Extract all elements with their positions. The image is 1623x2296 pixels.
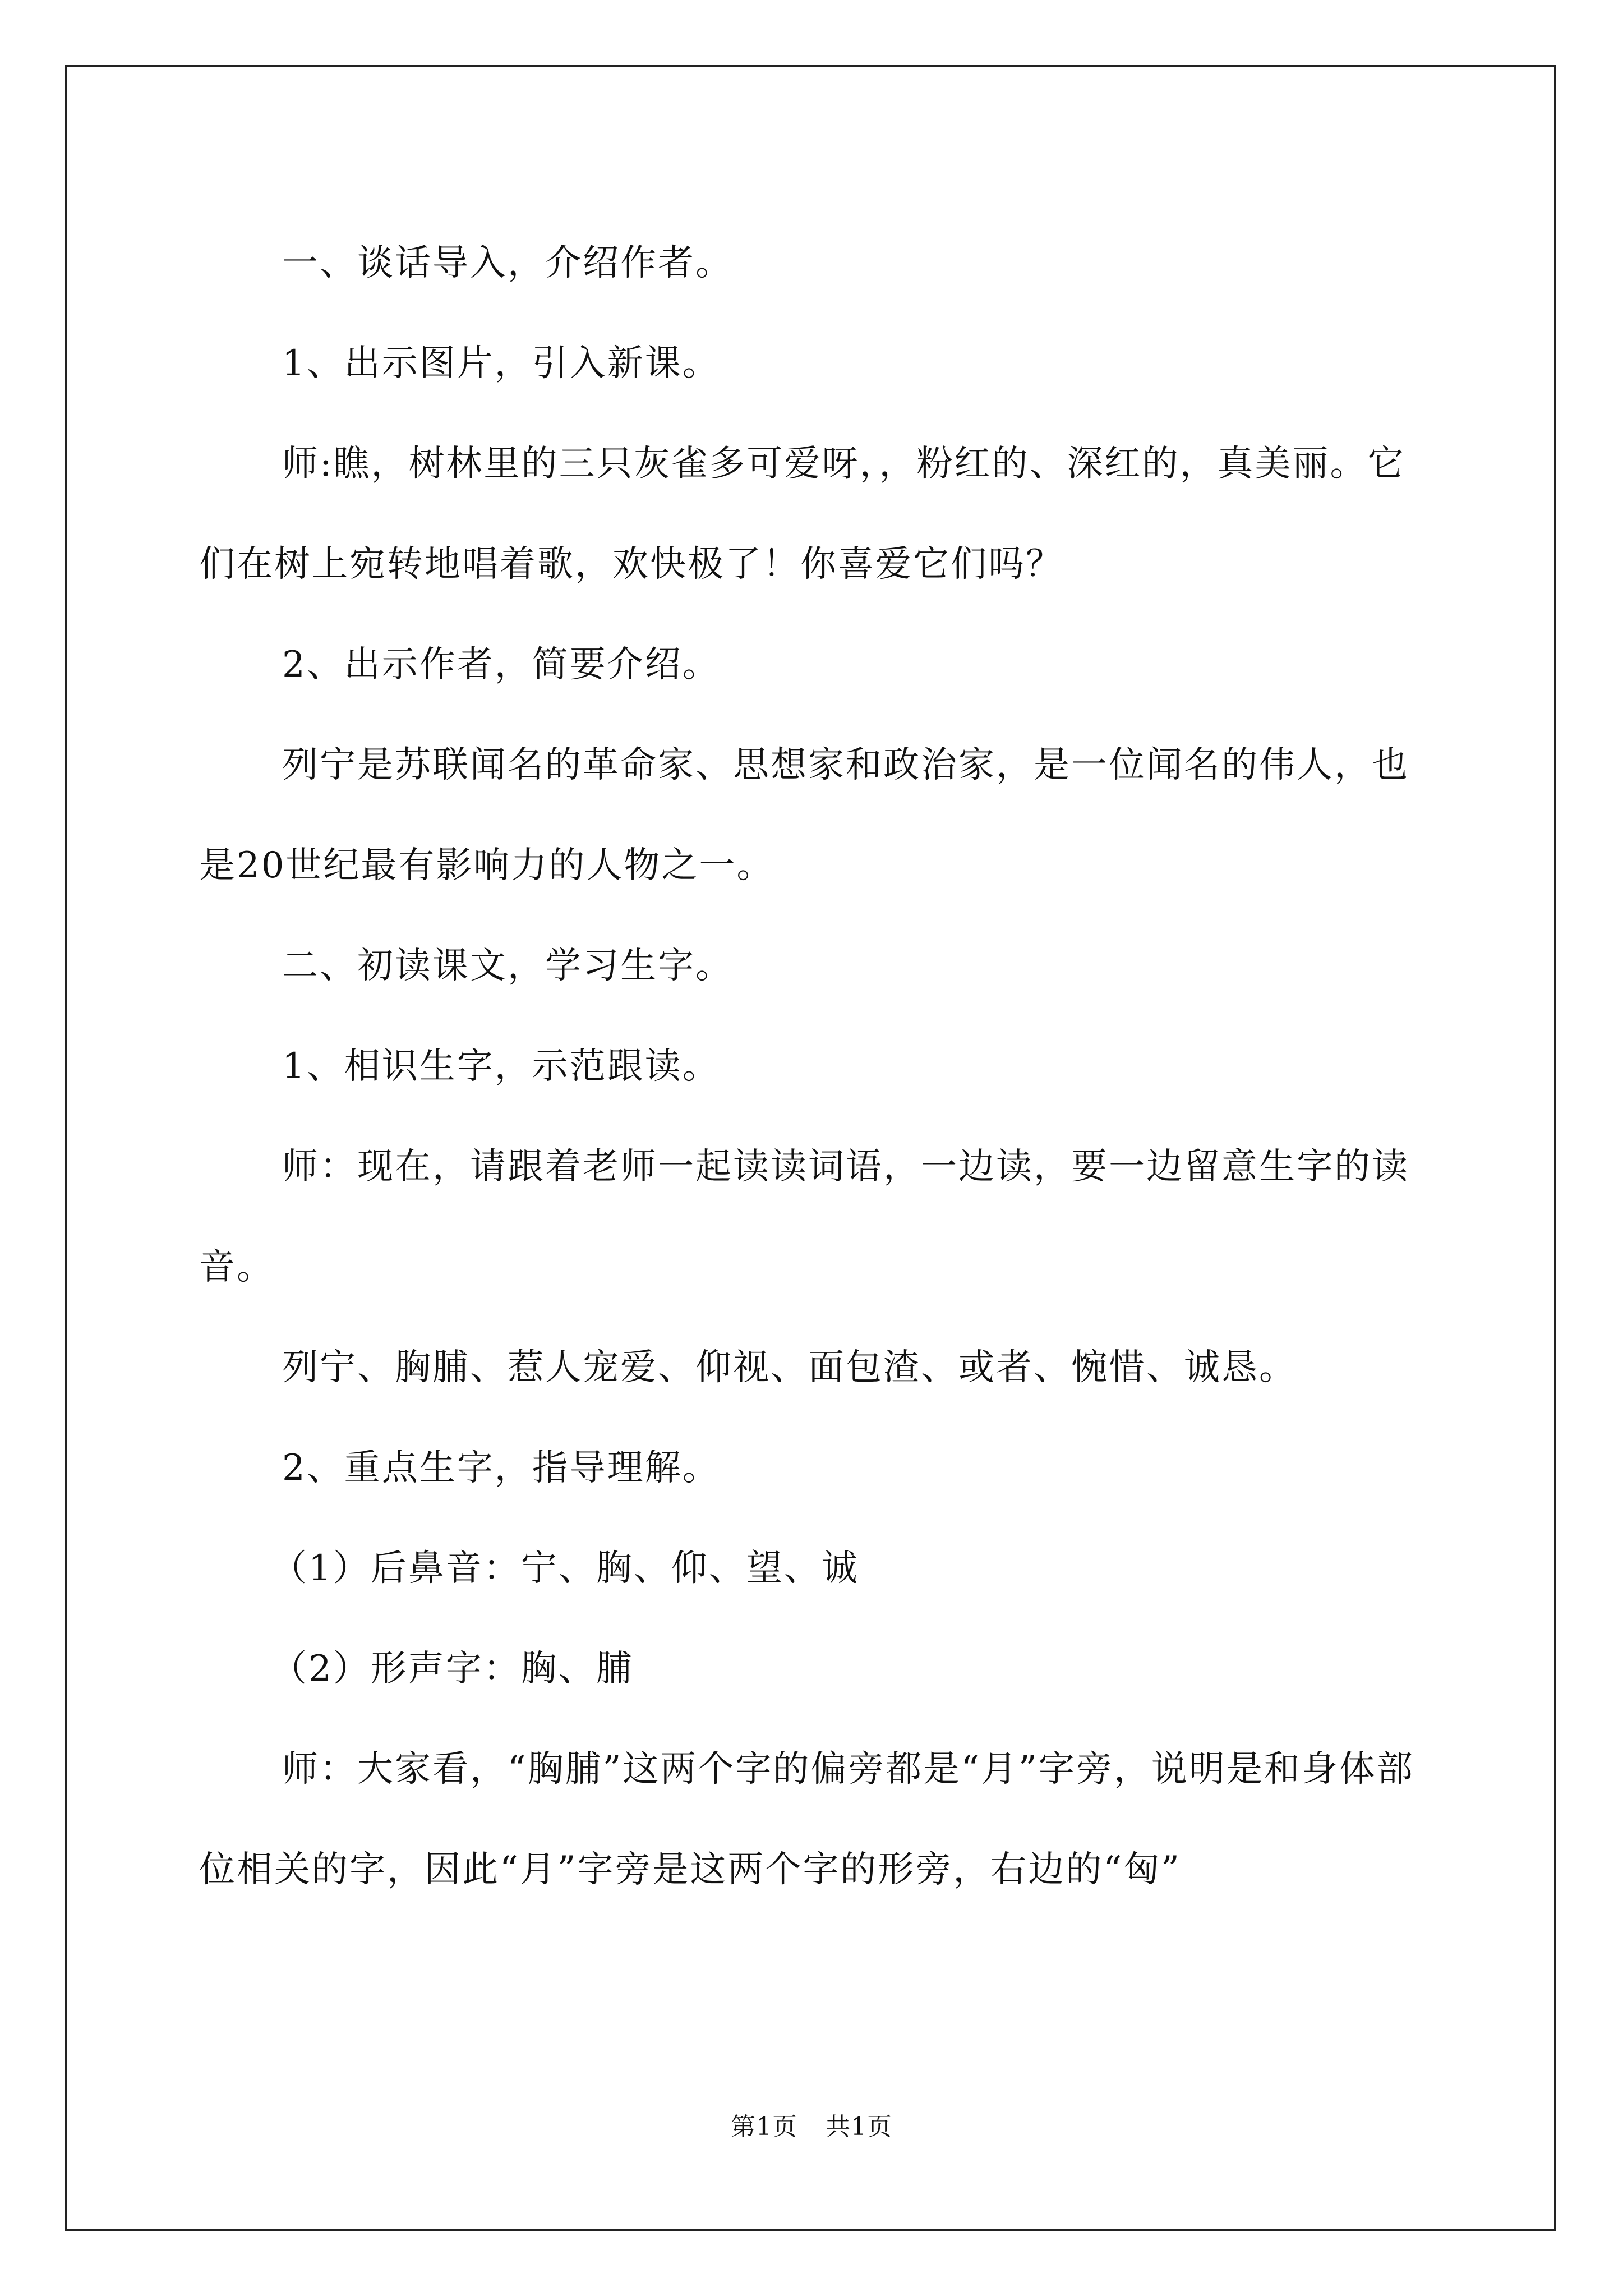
paragraph-6: 二、初读课文，学习生字。 — [282, 945, 733, 987]
paragraph-13: 师：大家看，“胸脯”这两个字的偏旁都是“月”字旁，说明是和身体部位相关的字，因此“月”字旁是这两个字的形旁，右边的“匈” — [199, 1749, 1414, 1890]
paragraph-2: 1、出示图片，引入新课。 — [282, 343, 720, 384]
paragraph-12: （2）形声字：胸、脯 — [271, 1648, 634, 1690]
paragraph-5: 列宁是苏联闻名的革命家、思想家和政治家，是一位闻名的伟人，也是20世纪最有影响力的人物之一。 — [199, 744, 1409, 886]
page-number-total: 共1页 — [826, 2113, 892, 2141]
paragraph-11: （1）后鼻音：宁、胸、仰、望、诚 — [271, 1548, 859, 1589]
paragraph-8: 师：现在，请跟着老师一起读读词语，一边读，要一边留意生字的读音。 — [199, 1146, 1409, 1288]
document-body — [199, 213, 1422, 1920]
paragraph-4: 2、出示作者，简要介绍。 — [282, 644, 720, 685]
paragraph-3: 师:瞧，树林里的三只灰雀多可爱呀，，粉红的、深红的，真美丽。它们在树上宛转地唱着歌，欢快极了！你喜爱它们吗？ — [199, 443, 1405, 585]
page-number-current: 第1页 — [731, 2113, 797, 2141]
paragraph-9: 列宁、胸脯、惹人宠爱、仰视、面包渣、或者、惋惜、诚恳。 — [282, 1347, 1297, 1388]
paragraph-10: 2、重点生字，指导理解。 — [282, 1447, 720, 1489]
page-footer — [0, 2106, 1623, 2142]
paragraph-7: 1、相识生字，示范跟读。 — [282, 1046, 720, 1087]
paragraph-1: 一、谈话导入，介绍作者。 — [282, 242, 733, 284]
